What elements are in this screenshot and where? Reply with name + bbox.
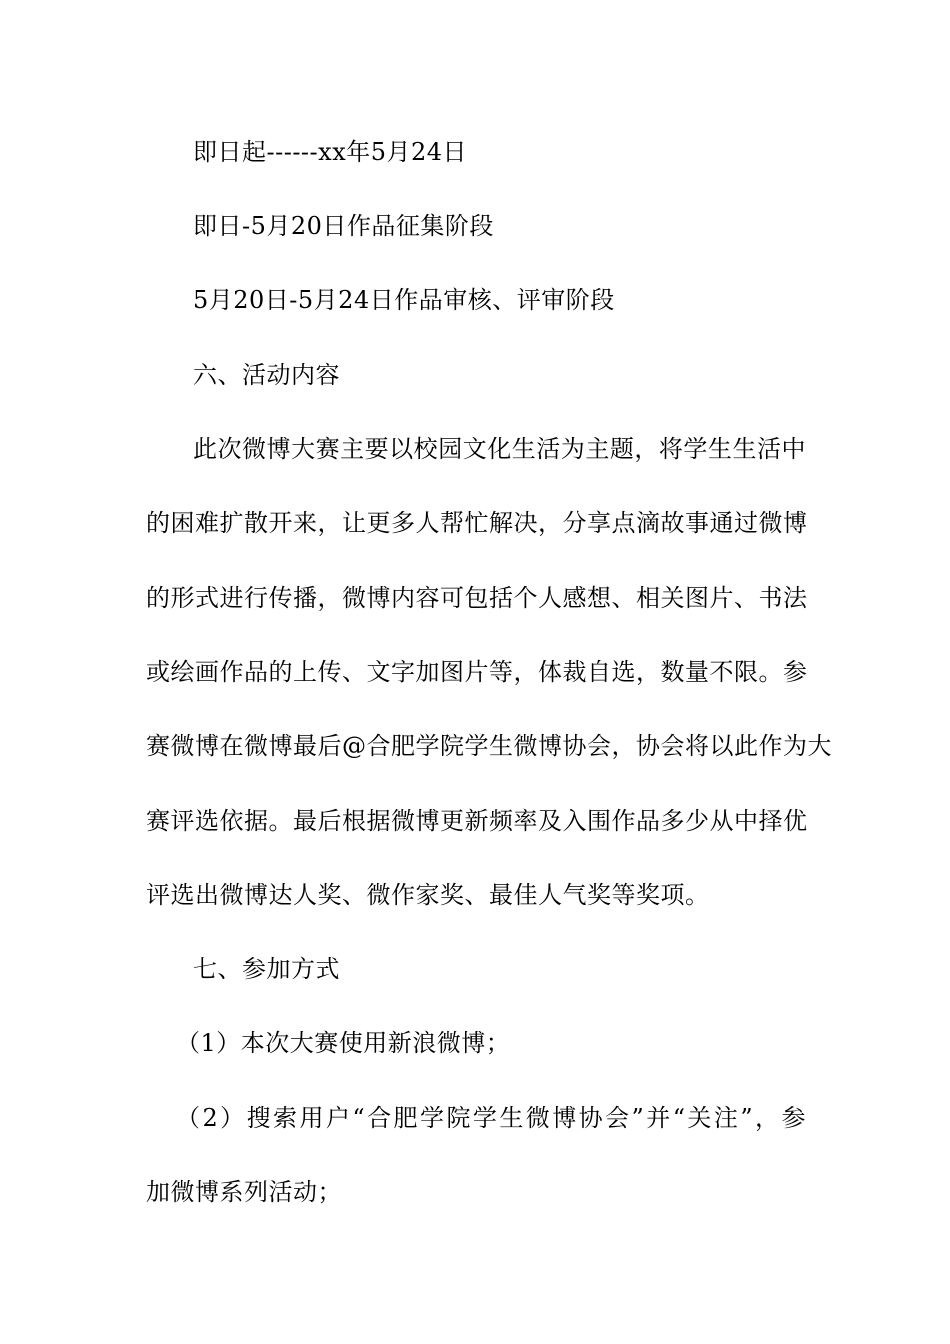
schedule-line-1: 即日起------xx年5月24日 xyxy=(193,138,468,166)
schedule-line-2: 即日-5月20日作品征集阶段 xyxy=(193,212,494,240)
list-item: （2）搜索用户“合肥学院学生微博协会”并“关注”，参 xyxy=(176,1104,806,1132)
paragraph-line: 的形式进行传播，微博内容可包括个人感想、相关图片、书法 xyxy=(146,584,808,612)
section-heading-activity-content: 六、活动内容 xyxy=(193,361,340,389)
paragraph-line: 赛评选依据。最后根据微博更新频率及入围作品多少从中择优 xyxy=(146,807,808,835)
paragraph-line: 赛微博在微博最后@合肥学院学生微博协会，协会将以此作为大 xyxy=(146,732,832,760)
paragraph-line: 评选出微博达人奖、微作家奖、最佳人气奖等奖项。 xyxy=(146,881,710,909)
paragraph-line: 此次微博大赛主要以校园文化生活为主题，将学生生活中 xyxy=(193,435,806,463)
paragraph-line: 的困难扩散开来，让更多人帮忙解决，分享点滴故事通过微博 xyxy=(146,509,808,537)
list-item-continuation: 加微博系列活动； xyxy=(146,1178,342,1206)
list-item: （1）本次大赛使用新浪微博； xyxy=(176,1029,511,1057)
paragraph-line: 或绘画作品的上传、文字加图片等，体裁自选，数量不限。参 xyxy=(146,658,808,686)
schedule-line-3: 5月20日-5月24日作品审核、评审阶段 xyxy=(193,286,615,314)
section-heading-participation: 七、参加方式 xyxy=(193,955,340,983)
